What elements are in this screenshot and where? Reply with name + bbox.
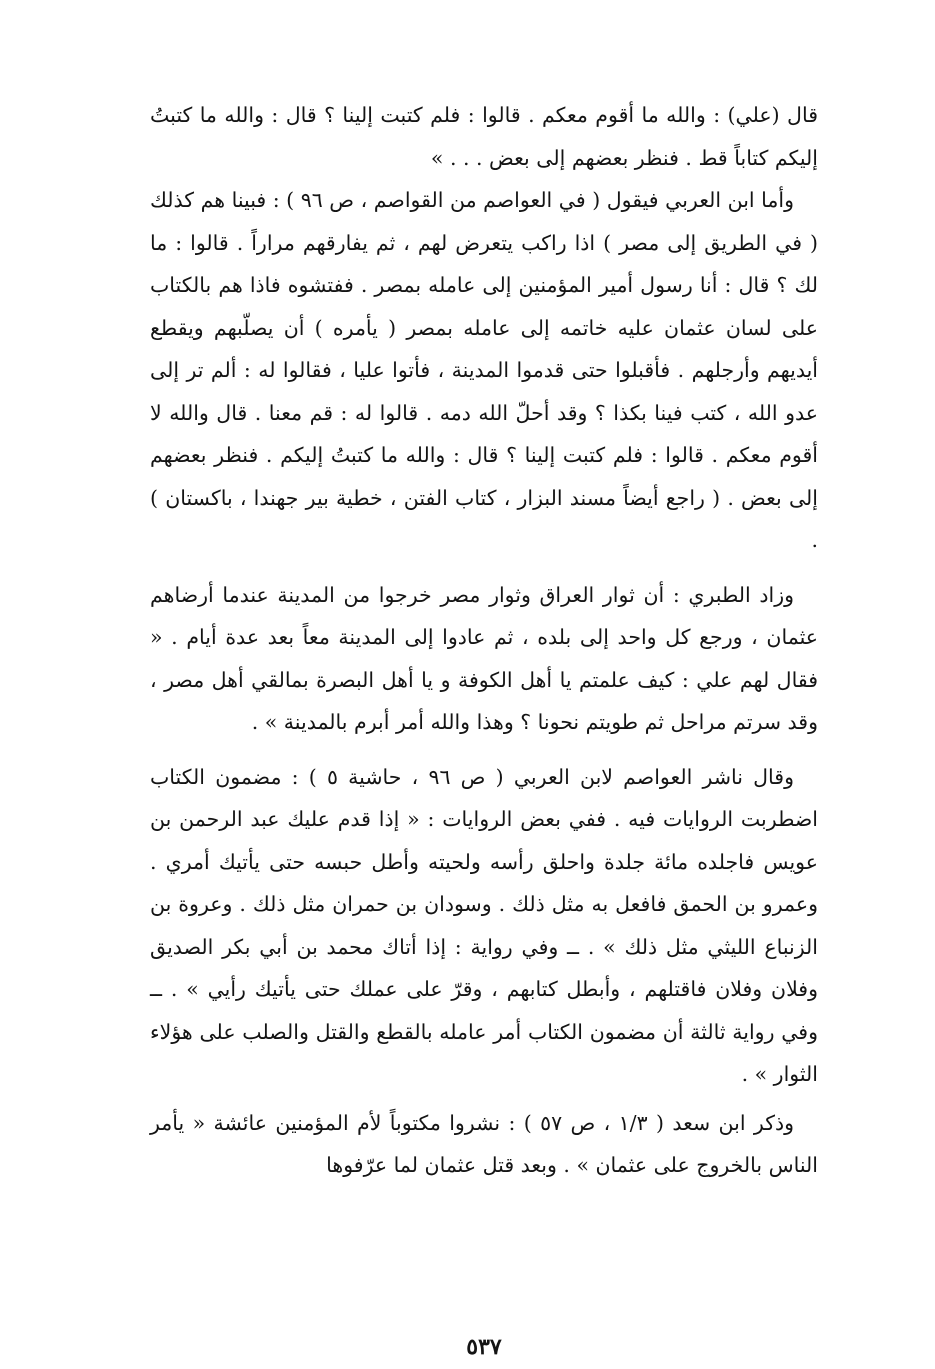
paragraph-2: وأما ابن العربي فيقول ( في العواصم من القواصم ، ص ٩٦ ) : فبينا هم كذلك ( في الطريق إلى مصر ) اذا راكب يتعرض لهم ، ثم يفارقهم مراراً . قالوا : ما لك ؟ قال : أنا رسول أمير المؤمنين إلى عامله بمصر . ففتشوه فاذا هم بالكتاب على لسان عثمان عليه خاتمه إلى عامله بمصر ( يأمره ) أن يصلّبهم ويقطع أيديهم وأرجلهم . فأقبلوا حتى قدموا المدينة ، فأتوا عليا ، فقالوا له : ألم تر إلى عدو الله ، كتب فينا بكذا ؟ وقد أحلّ الله دمه . قالوا له : قم معنا . قال والله لا أقوم معكم . قالوا : فلم كتبت إلينا ؟ قال : والله ما كتبتُ إليكم . فنظر بعضهم إلى بعض . ( راجع أيضاً مسند البزار ، كتاب الفتن ، خطية بير جهندا ، باكستان ) . (150, 188, 818, 552)
book-page (150, 94, 818, 1360)
paragraph-4: وقال ناشر العواصم لابن العربي ( ص ٩٦ ، حاشية ٥ ) : مضمون الكتاب اضطربت الروايات فيه . ففي بعض الروايات : « إذا قدم عليك عبد الرحمن بن عويس فاجلده مائة جلدة واحلق رأسه ولحيته وأطل حبسه حتى يأتيك أمري . وعمرو بن الحمق فافعل به مثل ذلك . وسودان بن حمران مثل ذلك . وعروة بن الزنباع الليثي مثل ذلك » . ــ وفي رواية : إذا أتاك محمد بن أبي بكر الصديق وفلان وفلان فاقتلهم ، وأبطل كتابهم ، وقرّ على عملك حتى يأتيك رأيي » . ــ وفي رواية ثالثة أن مضمون الكتاب أمر عامله بالقطع والقتل والصلب على هؤلاء الثوار » . (150, 764, 818, 1086)
paragraph-5: وذكر ابن سعد ( ١/٣ ، ص ٥٧ ) : نشروا مكتوباً لأم المؤمنين عائشة « يأمر الناس بالخروج على عثمان » . وبعد قتل عثمان لما عرّفوها (150, 1110, 818, 1177)
paragraph-3: وزاد الطبري : أن ثوار العراق وثوار مصر خرجوا من المدينة عندما أرضاهم عثمان ، ورجع كل واحد إلى بلده ، ثم عادوا إلى المدينة معاً بعد عدة أيام . « فقال لهم علي : كيف علمتم يا أهل الكوفة و يا أهل البصرة بمالقي أهل مصر ، وقد سرتم مراحل ثم طويتم نحونا ؟ وهذا والله أمر أبرم بالمدينة » . (150, 582, 818, 734)
paragraph-1: قال (علي) : والله ما أقوم معكم . قالوا : فلم كتبت إلينا ؟ قال : والله ما كتبتُ إليكم كتاباً قط . فنظر بعضهم إلى بعض . . . » (150, 103, 818, 170)
page-number: ٥٣٧ (466, 1334, 502, 1360)
